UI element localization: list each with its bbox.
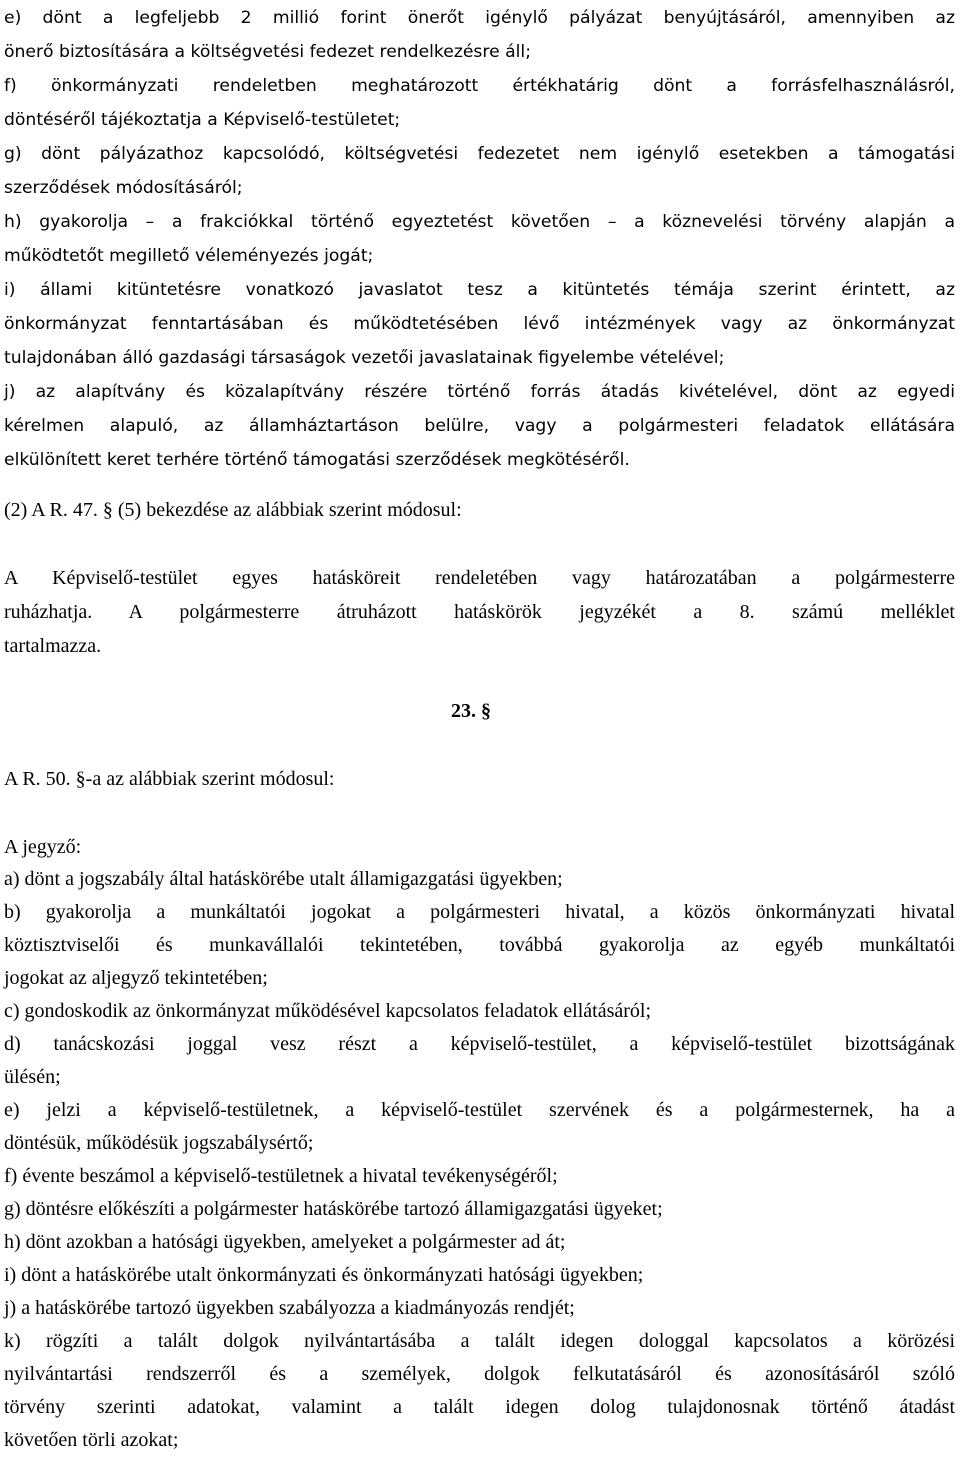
- jegyzo-item-e-line-2: döntésük, működésük jogszabálysértő;: [4, 1132, 314, 1154]
- jegyzo-item-g: g) döntésre előkészíti a polgármester hatáskörébe tartozó államigazgatási ügyeket;: [4, 1198, 663, 1220]
- item-h-line-1: h) gyakorolja – a frakciókkal történő egyeztetést követően – a köznevelési törvény alapján a: [4, 212, 955, 232]
- jegyzo-item-b-line-2: köztisztviselői és munkavállalói tekintetében, továbbá gyakorolja az egyéb munkáltatói: [4, 934, 955, 956]
- jegyzo-item-e-line-1: e) jelzi a képviselő-testületnek, a képviselő-testület szervének és a polgármesternek, ha a: [4, 1099, 955, 1121]
- amendment-2-line-3: tartalmazza.: [4, 635, 102, 657]
- item-e-line-2: önerő biztosítására a költségvetési fedezet rendelkezésre áll;: [4, 42, 531, 62]
- jegyzo-item-h: h) dönt azokban a hatósági ügyekben, amelyeket a polgármester ad át;: [4, 1231, 566, 1253]
- amendment-2-heading: (2) A R. 47. § (5) bekezdése az alábbiak szerint módosul:: [4, 499, 462, 521]
- jegyzo-item-j: j) a hatáskörébe tartozó ügyekben szabályozza a kiadmányozás rendjét;: [4, 1297, 575, 1319]
- jegyzo-item-b-line-3: jogokat az aljegyző tekintetében;: [4, 967, 268, 989]
- jegyzo-heading: A jegyző:: [4, 836, 82, 858]
- jegyzo-item-d-line-1: d) tanácskozási joggal vesz részt a képviselő-testület, a képviselő-testület bizottságának: [4, 1033, 955, 1055]
- item-j-line-1: j) az alapítvány és közalapítvány részére történő forrás átadás kivételével, dönt az egyedi: [4, 382, 955, 402]
- item-f-line-2: döntéséről tájékoztatja a Képviselő-testületet;: [4, 110, 401, 130]
- item-h-line-2: működtetőt megillető véleményezés jogát;: [4, 246, 374, 266]
- item-i-line-3: tulajdonában álló gazdasági társaságok vezetői javaslatainak figyelembe vételével;: [4, 348, 725, 368]
- item-j-line-2: kérelmen alapuló, az államháztartáson belülre, vagy a polgármesteri feladatok ellátására: [4, 416, 955, 436]
- jegyzo-item-f: f) évente beszámol a képviselő-testületnek a hivatal tevékenységéről;: [4, 1165, 558, 1187]
- item-g-line-2: szerződések módosításáról;: [4, 178, 243, 198]
- section-intro: A R. 50. §-a az alábbiak szerint módosul:: [4, 768, 335, 790]
- item-i-line-1: i) állami kitüntetésre vonatkozó javaslatot tesz a kitüntetés témája szerint érintett, az: [4, 280, 955, 300]
- item-j-line-3: elkülönített keret terhére történő támogatási szerződések megkötéséről.: [4, 450, 630, 470]
- jegyzo-item-b-line-1: b) gyakorolja a munkáltatói jogokat a polgármesteri hivatal, a közös önkormányzati hivatal: [4, 901, 955, 923]
- jegyzo-item-k-line-2: nyilvántartási rendszerről és a személyek, dolgok felkutatásáról és azonosításáról szóló: [4, 1363, 955, 1385]
- jegyzo-item-k-line-4: követően törli azokat;: [4, 1429, 179, 1451]
- amendment-2-line-1: A Képviselő-testület egyes hatásköreit rendeletében vagy határozatában a polgármesterre: [4, 567, 955, 589]
- jegyzo-item-d-line-2: ülésén;: [4, 1066, 61, 1088]
- jegyzo-item-k-line-1: k) rögzíti a talált dolgok nyilvántartásába a talált idegen dologgal kapcsolatos a körözési: [4, 1330, 955, 1352]
- item-i-line-2: önkormányzat fenntartásában és működtetésében lévő intézmények vagy az önkormányzat: [4, 314, 955, 334]
- jegyzo-item-i: i) dönt a hatáskörébe utalt önkormányzati és önkormányzati hatósági ügyekben;: [4, 1264, 644, 1286]
- item-g-line-1: g) dönt pályázathoz kapcsolódó, költségvetési fedezetet nem igénylő esetekben a támogatási: [4, 144, 955, 164]
- jegyzo-item-k-line-3: törvény szerinti adatokat, valamint a talált idegen dolog tulajdonosnak történő átadást: [4, 1396, 955, 1418]
- jegyzo-item-a: a) dönt a jogszabály által hatáskörébe utalt államigazgatási ügyekben;: [4, 868, 563, 890]
- jegyzo-item-c: c) gondoskodik az önkormányzat működésével kapcsolatos feladatok ellátásáról;: [4, 1000, 652, 1022]
- amendment-2-line-2: ruházhatja. A polgármesterre átruházott hatáskörök jegyzékét a 8. számú melléklet: [4, 601, 955, 623]
- section-number: 23. §: [451, 700, 491, 722]
- item-f-line-1: f) önkormányzati rendeletben meghatározott értékhatárig dönt a forrásfelhasználásról,: [4, 76, 955, 96]
- item-e-line-1: e) dönt a legfeljebb 2 millió forint önerőt igénylő pályázat benyújtásáról, amennyiben az: [4, 8, 955, 28]
